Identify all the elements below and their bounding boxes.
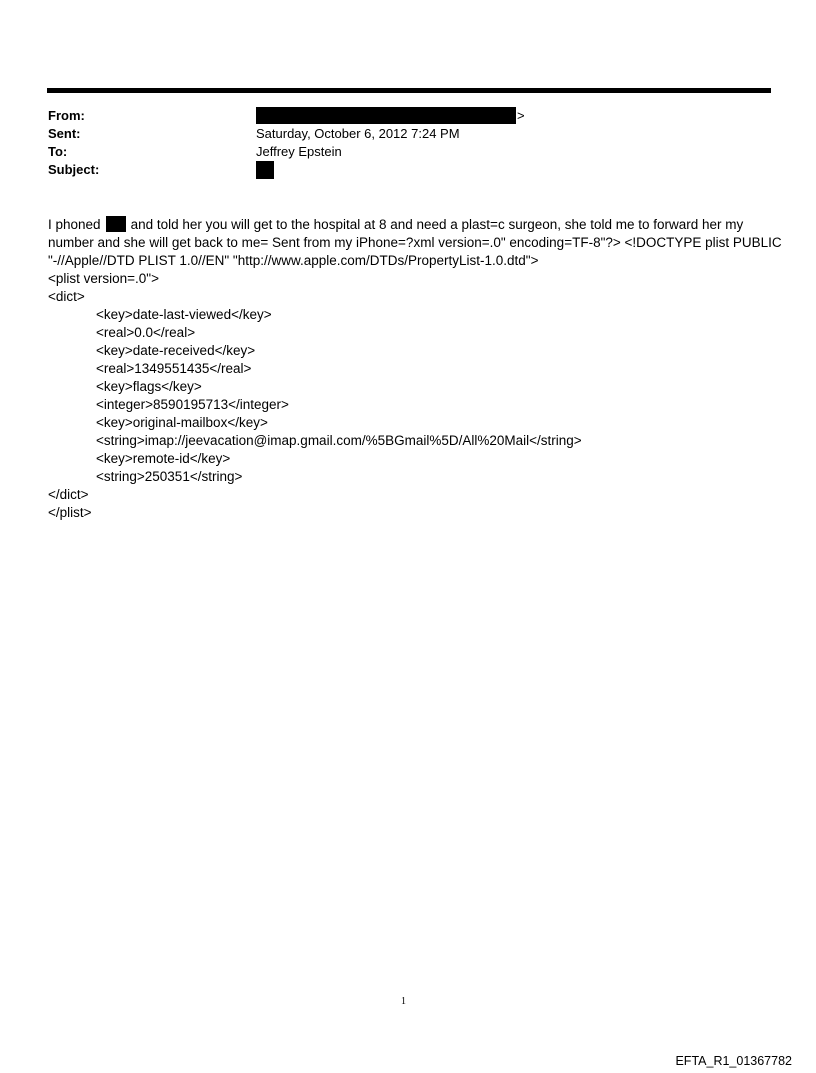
page-number: 1 [401,996,406,1007]
to-value: Jeffrey Epstein [256,144,342,159]
document-id: EFTA_R1_01367782 [675,1054,792,1068]
redacted-from-address [256,107,516,124]
plist-line: </dict> [48,487,89,502]
plist-line: <string>imap://jeevacation@imap.gmail.com/%5BGmail%5D/All%20Mail</string> [96,433,582,448]
body-line-3: "-//Apple//DTD PLIST 1.0//EN" "http://www.apple.com/DTDs/PropertyList-1.0.dtd"> [48,253,539,268]
plist-line: <real>1349551435</real> [96,361,252,376]
subject-label: Subject: [48,162,100,177]
redacted-name [106,216,126,232]
sent-label: Sent: [48,126,81,141]
plist-line: <key>date-last-viewed</key> [96,307,272,322]
from-label: From: [48,108,85,123]
plist-line: <key>remote-id</key> [96,451,231,466]
plist-line: <key>date-received</key> [96,343,256,358]
body-line-1-start: I phoned [48,217,101,232]
plist-line: <key>original-mailbox</key> [96,415,268,430]
sent-value: Saturday, October 6, 2012 7:24 PM [256,126,460,141]
body-line-2: number and she will get back to me= Sent from my iPhone=?xml version=.0" encoding=TF-8"?> <!DOCTYPE plist PUBLIC [48,235,782,250]
redacted-subject [256,161,274,179]
plist-line: <integer>8590195713</integer> [96,397,289,412]
plist-line: <dict> [48,289,85,304]
plist-line: <key>flags</key> [96,379,202,394]
from-suffix: > [517,108,525,123]
body-line-1 [48,216,743,234]
to-label: To: [48,144,68,159]
header-rule [47,88,771,93]
plist-line: <string>250351</string> [96,469,243,484]
plist-line: <plist version=.0"> [48,271,159,286]
body-line-1-end: and told her you will get to the hospital at 8 and need a plast=c surgeon, she told me to forward her my [130,217,744,232]
plist-line: <real>0.0</real> [96,325,196,340]
plist-line: </plist> [48,505,92,520]
